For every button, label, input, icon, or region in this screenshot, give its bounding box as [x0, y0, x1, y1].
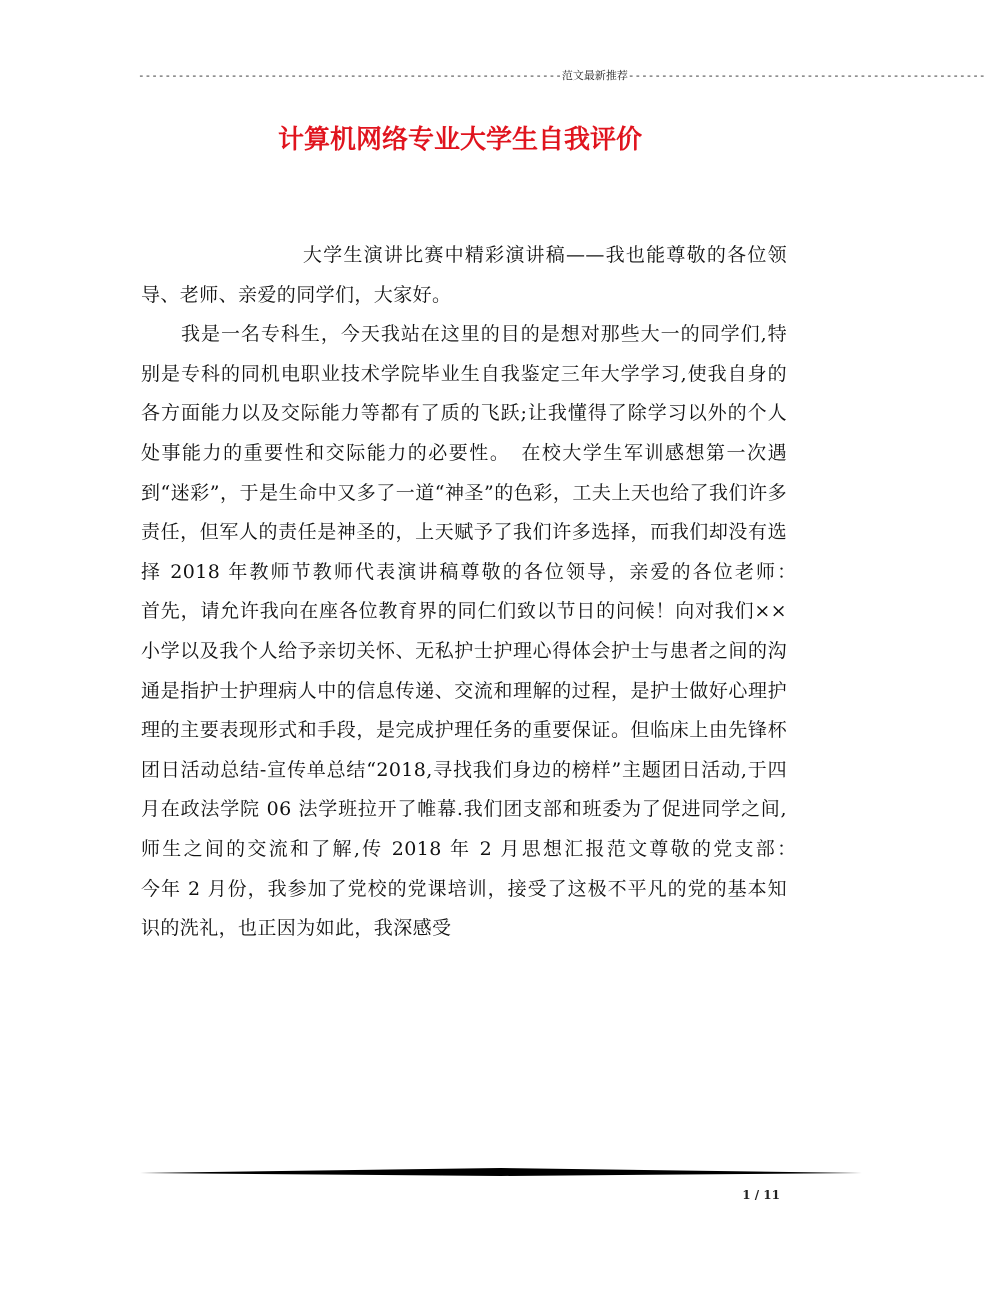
header-banner: ----------------------------------------------------------------范文最新推荐------------------------------------------------------ [138, 69, 985, 82]
document-body [141, 236, 826, 949]
paragraph-main: 我是一名专科生，今天我站在这里的目的是想对那些大一的同学们,特别是专科的同机电职业技术学院毕业生自我鉴定三年大学学习,使我自身的各方面能力以及交际能力等都有了质的飞跃;让我懂得了除学习以外的个人处事能力的重要性和交际能力的必要性。 在校大学生军训感想第一次遇到“迷彩”，于是生命中又多了一道“神圣”的色彩，工夫上天也给了我们许多责任，但军人的责任是神圣的，上天赋予了我们许多选择，而我们却没有选择 2018 年教师节教师代表演讲稿尊敬的各位领导，亲爱的各位老师： 首先，请允许我向在座各位教育界的同仁们致以节日的问候！向对我们××小学以及我个人给予亲切关怀、无私护士护理心得体会护士与患者之间的沟通是指护士护理病人中的信息传递、交流和理解的过程，是护士做好心理护理的主要表现形式和手段，是完成护理任务的重要保证。但临床上由先锋杯团日活动总结-宣传单总结“2018,寻找我们身边的榜样”主题团日活动,于四月在政法学院 06 法学班拉开了帷幕.我们团支部和班委为了促进同学之间,师生之间的交流和了解,传 2018 年 2 月思想汇报范文尊敬的党支部： 今年 2 月份，我参加了党校的党课培训，接受了这极不平凡的党的基本知识的洗礼，也正因为如此，我深感受 [141, 323, 826, 940]
footer-rule [140, 1166, 862, 1178]
paragraph-intro: 大学生演讲比赛中精彩演讲稿——我也能尊敬的各位领导、老师、亲爱的同学们，大家好。 [141, 244, 787, 306]
page-number: 1 / 11 [742, 1188, 780, 1202]
document-title: 计算机网络专业大学生自我评价 [277, 125, 642, 155]
